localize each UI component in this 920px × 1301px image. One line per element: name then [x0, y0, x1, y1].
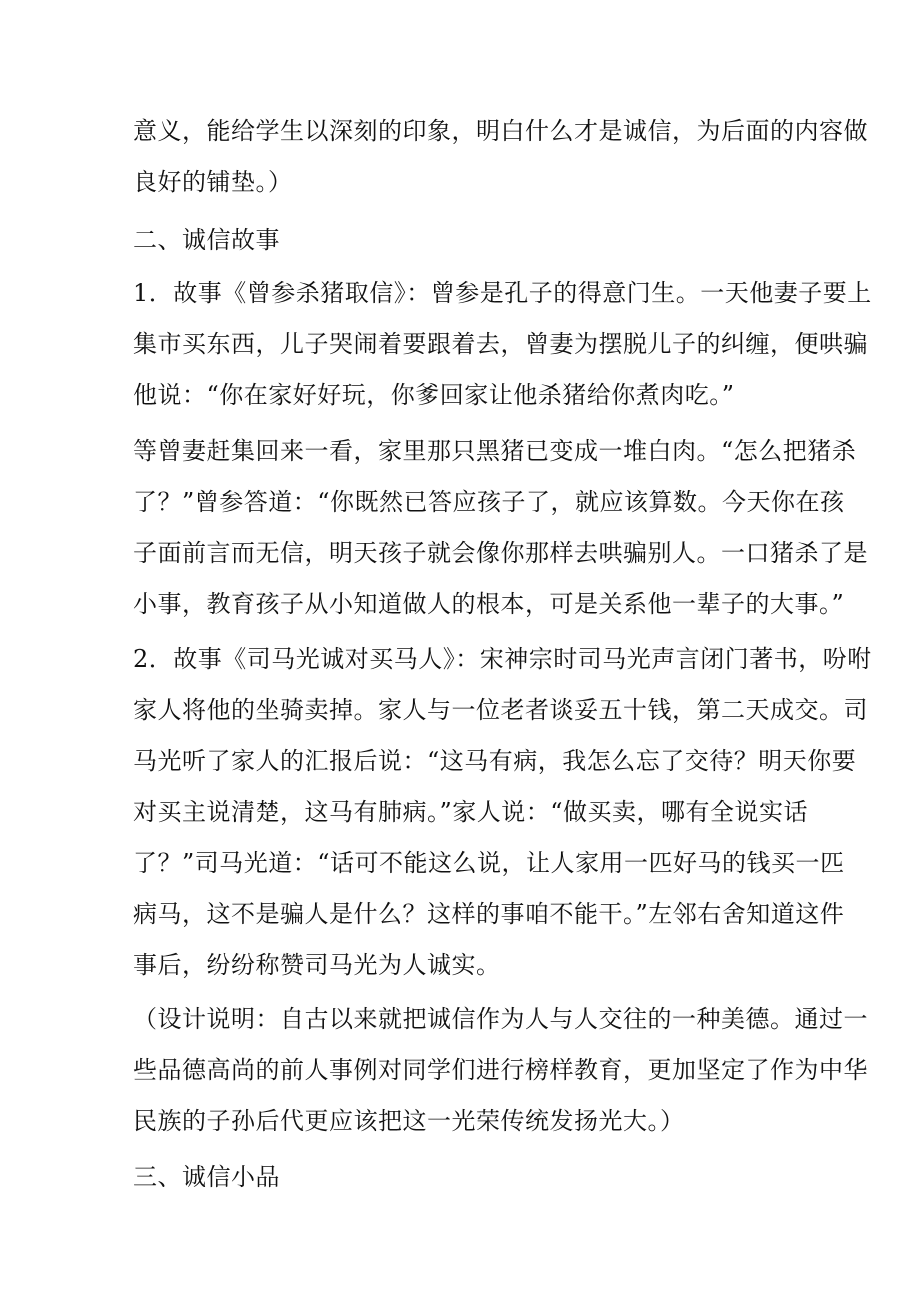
section-heading-3: 三、诚信小品: [133, 1163, 280, 1191]
section-heading-2: 二、诚信故事: [133, 226, 280, 254]
intro-line-1: 意义，能给学生以深刻的印象，明白什么才是诚信，为后面的内容做: [133, 117, 868, 145]
story-1-cont-line-3: 子面前言而无信，明天孩子就会像你那样去哄骗别人。一口猪杀了是: [133, 539, 868, 567]
story-2-line-3: 马光听了家人的汇报后说：“这马有病，我怎么忘了交待？明天你要: [133, 747, 857, 775]
story-1-line-2: 集市买东西，儿子哭闹着要跟着去，曾妻为摆脱儿子的纠缠，便哄骗: [133, 330, 868, 358]
story-2-line-4: 对买主说清楚，这马有肺病。”家人说：“做买卖，哪有全说实话: [133, 798, 809, 826]
story-1-line-3: 他说：“你在家好好玩，你爹回家让他杀猪给你煮肉吃。”: [133, 381, 735, 409]
story-2-line-7: 事后，纷纷称赞司马光为人诚实。: [133, 951, 501, 979]
story-2-line-5: 了？”司马光道：“话可不能这么说，让人家用一匹好马的钱买一匹: [133, 849, 845, 877]
design-note-line-3: 民族的子孙后代更应该把这一光荣传统发扬光大。）: [133, 1107, 685, 1135]
story-1-cont-line-4: 小事，教育孩子从小知道做人的根本，可是关系他一辈子的大事。”: [133, 590, 845, 618]
story-2-line-1: 2．故事《司马光诚对买马人》：宋神宗时司马光声言闭门著书，吩咐: [133, 645, 872, 673]
design-note-line-1: （设计说明：自古以来就把诚信作为人与人交往的一种美德。通过一: [133, 1005, 868, 1033]
story-1-cont-line-2: 了？”曾参答道：“你既然已答应孩子了，就应该算数。今天你在孩: [133, 488, 845, 516]
story-1-line-1: 1．故事《曾参杀猪取信》：曾参是孔子的得意门生。一天他妻子要上: [133, 279, 872, 307]
story-1-cont-line-1: 等曾妻赶集回来一看，家里那只黑猪已变成一堆白肉。“怎么把猪杀: [133, 437, 857, 465]
story-2-line-6: 病马，这不是骗人是什么？这样的事咱不能干。”左邻右舍知道这件: [133, 900, 845, 928]
intro-line-2: 良好的铺垫。）: [133, 168, 293, 196]
design-note-line-2: 些品德高尚的前人事例对同学们进行榜样教育，更加坚定了作为中华: [133, 1056, 868, 1084]
story-2-line-2: 家人将他的坐骑卖掉。家人与一位老者谈妥五十钱，第二天成交。司: [133, 696, 868, 724]
